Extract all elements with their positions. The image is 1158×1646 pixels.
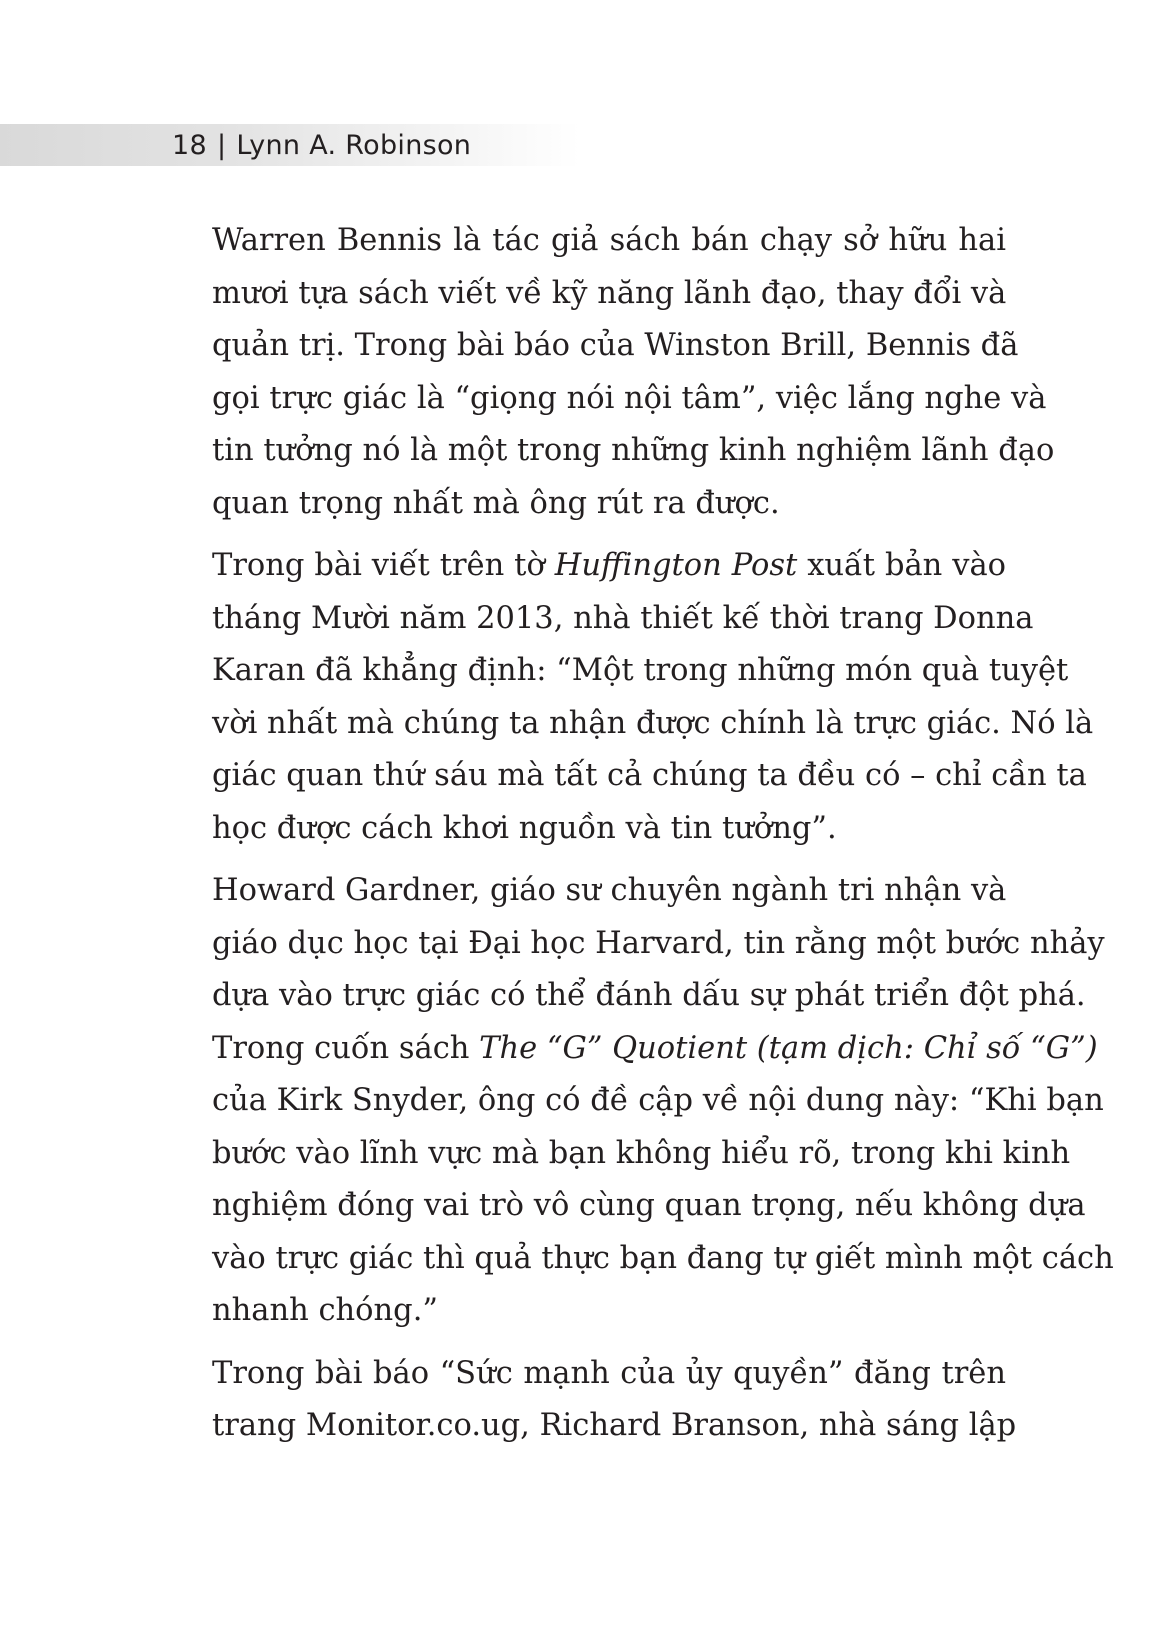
text-line: Trong bài báo “Sức mạnh của ủy quyền” đăng trên: [212, 1355, 1006, 1391]
running-head-separator: |: [216, 129, 227, 161]
text-line: giác quan thứ sáu mà tất cả chúng ta đều có – chỉ cần ta: [212, 758, 1087, 793]
text-line: vào trực giác thì quả thực bạn đang tự giết mình một cách: [212, 1240, 1114, 1276]
paragraph-karan: [172, 540, 1094, 855]
text-line: dựa vào trực giác có thể đánh dấu sự phát triển đột phá.: [212, 978, 1086, 1013]
text-line: mươi tựa sách viết về kỹ năng lãnh đạo, thay đổi và: [212, 275, 1007, 311]
paragraph-gardner: [172, 865, 1114, 1338]
text-segment: xuất bản vào: [797, 548, 1006, 583]
text-line: Howard Gardner, giáo sư chuyên ngành tri nhận và: [212, 873, 1007, 908]
text-line: vời nhất mà chúng ta nhận được chính là trực giác. Nó là: [212, 705, 1094, 741]
paragraph-branson: [172, 1348, 1017, 1453]
text-line: [172, 1023, 1098, 1076]
text-line: nhanh chóng.”: [212, 1293, 438, 1328]
text-line: bước vào lĩnh vực mà bạn không hiểu rõ, trong khi kinh: [212, 1135, 1071, 1171]
running-head-text: [172, 130, 471, 161]
publication-title: Huffington Post: [554, 548, 798, 583]
text-segment: Trong cuốn sách: [212, 1030, 480, 1066]
text-line: học được cách khơi nguồn và tin tưởng”.: [212, 810, 837, 846]
body-text: [172, 215, 1114, 1453]
page-number: 18: [172, 129, 207, 161]
text-line: gọi trực giác là “giọng nói nội tâm”, việc lắng nghe và: [212, 380, 1047, 416]
running-head-author: Lynn A. Robinson: [236, 129, 472, 161]
text-line: quan trọng nhất mà ông rút ra được.: [212, 485, 780, 521]
text-line: quản trị. Trong bài báo của Winston Brill, Bennis đã: [212, 328, 1019, 363]
text-line: Karan đã khẳng định: “Một trong những món quà tuyệt: [212, 653, 1069, 688]
text-line: tháng Mười năm 2013, nhà thiết kế thời trang Donna: [212, 600, 1034, 636]
text-line: giáo dục học tại Đại học Harvard, tin rằng một bước nhảy: [212, 925, 1105, 961]
text-line: tin tưởng nó là một trong những kinh nghiệm lãnh đạo: [212, 433, 1055, 468]
book-title: The “G” Quotient (tạm dịch: Chỉ số “G”): [479, 1030, 1098, 1066]
text-line: Warren Bennis là tác giả sách bán chạy sở hữu hai: [212, 223, 1006, 258]
paragraph-bennis: [172, 215, 1055, 530]
text-line: của Kirk Snyder, ông có đề cập về nội dung này: “Khi bạn: [212, 1083, 1104, 1118]
text-line: trang Monitor.co.ug, Richard Branson, nhà sáng lập: [212, 1408, 1017, 1443]
text-line: [172, 540, 1006, 593]
running-head: [0, 124, 580, 166]
text-segment: Trong bài viết trên tờ: [212, 548, 555, 583]
text-line: nghiệm đóng vai trò vô cùng quan trọng, nếu không dựa: [212, 1188, 1086, 1223]
